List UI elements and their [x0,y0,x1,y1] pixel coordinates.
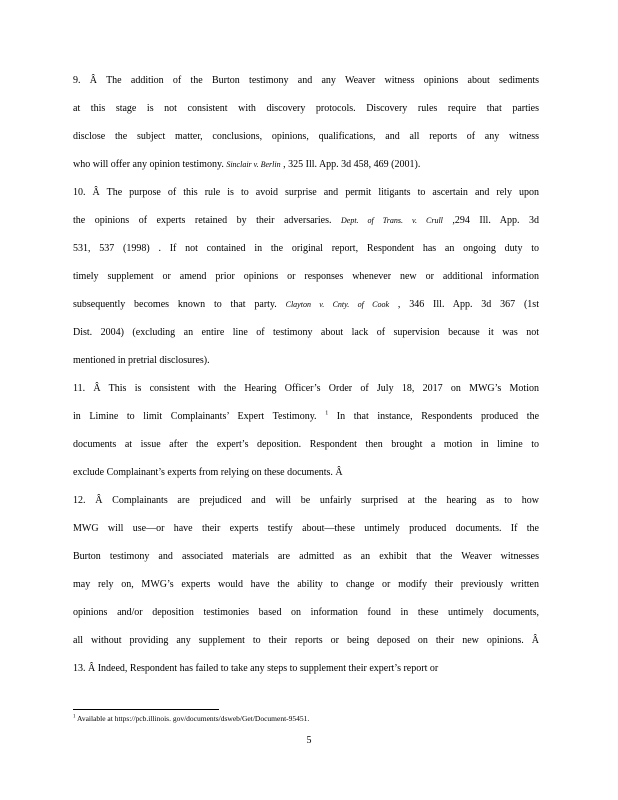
text-line [73,494,539,508]
text-line [73,242,539,256]
footnote-reference: 1 [325,410,329,417]
text-segment: subsequently becomes known to that party. [73,299,286,310]
text-line [73,606,539,620]
text-segment: MWG will use—or have their experts testify about—these untimely produced documents. If the [73,523,539,534]
text-segment: 531, 537 (1998) . If not contained in the original report, Respondent has an ongoing duty to [73,243,539,254]
footnote [73,714,543,724]
text-segment: the opinions of experts retained by their adversaries. [73,215,341,226]
text-segment: mentioned in pretrial disclosures). [73,355,210,366]
text-line [73,130,539,144]
text-segment: 9. Â The addition of the Burton testimony and any Weaver witness opinions about sediments [73,75,539,86]
text-line [73,214,539,228]
text-segment: documents at issue after the expert’s deposition. Respondent then brought a motion in limine to [73,439,539,450]
text-segment: , 346 Ill. App. 3d 367 (1st [389,299,539,310]
case-citation: Dept. of Trans. v. Crull [340,216,443,225]
text-line [73,102,539,116]
text-segment: ,294 Ill. App. 3d [442,215,539,226]
text-segment: who will offer any opinion testimony. [73,159,227,170]
text-line [73,158,539,172]
text-line [73,410,539,424]
text-segment: In that instance, Respondents produced the [328,411,539,422]
text-segment: in Limine to limit Complainants’ Expert Testimony. [73,411,326,422]
text-segment: exclude Complainant’s experts from relying on these documents. Â [73,467,343,478]
text-segment: may rely on, MWG’s experts would have the ability to change or modify their previously written [73,579,539,590]
text-segment: Dist. 2004) (excluding an entire line of testimony about lack of supervision because it was not [73,327,539,338]
text-line [73,298,539,312]
text-segment: Burton testimony and associated materials are admitted as an exhibit that the Weaver witnesses [73,551,539,562]
text-segment: 13. Â Indeed, Respondent has failed to take any steps to supplement their expert’s report or [73,663,439,674]
text-line [73,550,539,564]
text-segment: 12. Â Complainants are prejudiced and will be unfairly surprised at the hearing as to how [73,495,539,506]
text-segment: 11. Â This is consistent with the Hearing Officer’s Order of July 18, 2017 on MWG’s Motion [73,383,539,394]
text-line [73,438,539,452]
text-line [73,578,539,592]
footnote-marker: 1 [73,714,76,720]
text-line [73,662,539,676]
text-line [73,522,539,536]
text-segment: , 325 Ill. App. 3d 458, 469 (2001). [280,159,421,170]
case-citation: Clayton v. Cnty. of Cook [285,300,390,309]
footnote-text: Available at https://pcb.illinois. gov/documents/dsweb/Get/Document-95451. [75,714,310,723]
text-line [73,74,539,88]
text-segment: 10. Â The purpose of this rule is to avoid surprise and permit litigants to ascertain and rely upon [73,187,539,198]
text-segment: opinions and/or deposition testimonies based on information found in these untimely documents, [73,607,539,618]
text-line [73,466,539,480]
text-line [73,354,539,368]
footnote-divider [73,709,219,710]
text-line [73,634,539,648]
text-segment: all without providing any supplement to their reports or being deposed on their new opinions. Â [73,635,539,646]
text-line [73,186,539,200]
page-number: 5 [306,735,312,746]
case-citation: Sinclair v. Berlin [226,160,281,169]
text-segment: disclose the subject matter, conclusions, opinions, qualifications, and all reports of any witness [73,131,539,142]
text-line [73,270,539,284]
text-segment: timely supplement or amend prior opinions or responses whenever new or additional information [73,271,539,282]
text-segment: at this stage is not consistent with discovery protocols. Discovery rules require that parties [73,103,539,114]
text-line [73,382,539,396]
text-line [73,326,539,340]
